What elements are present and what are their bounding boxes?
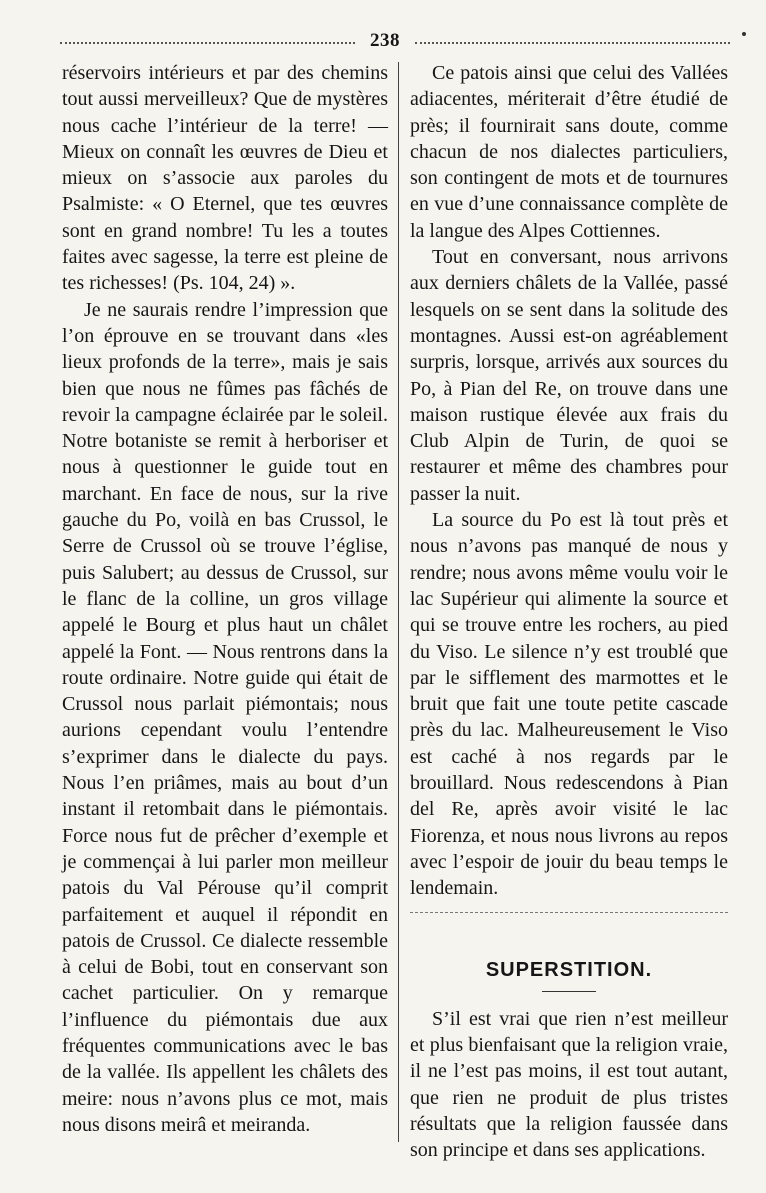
paragraph: Je ne saurais rendre l’impression que l’on éprouve en se trouvant dans «les lieux profonds de la terre», mais je sais bien que nous ne fûmes pas fâchés de revoir la campagne éclairée par le soleil. Notre botaniste se remit à herboriser et nous à questionner le guide tout en marchant. En face de nous, sur la rive gauche du Po, voilà en bas Crussol, le Serre de Crussol où se trouve l’église, puis Salubert; au dessus de Crussol, sur le flanc de la colline, un gros village appelé le Bourg et plus haut un châlet appelé la Font. — Nous rentrons dans la route ordinaire. Notre guide qui était de Crussol nous parlait piémontais; nous aurions cependant voulu l’entendre s’exprimer dans le dialecte du pays. Nous l’en priâmes, mais au bout d’un instant il retombait dans le piémontais. Force nous fut de prêcher d’exemple et je commençai à lui parler mon meilleur patois du Val Pérouse qu’il comprit parfaitement et auquel il répondit en patois de Crussol. Ce dialecte ressemble à celui de Bobi, tout en conservant son cachet particulier. On y remarque l’influence du piémontais due aux fréquentes communications avec le bas de la vallée. Ils appellent les châlets des meire: nous n’avons plus ce mot, mais nous disons meirâ et meiranda. [62, 298, 388, 1136]
paragraph: S’il est vrai que rien n’est meilleur et plus bienfaisant que la religion vraie, il ne l’est pas moins, il est tout autant, que rien ne produit de plus tristes résultats que la religion faussée dans son principe et dans ses applications. [410, 1007, 728, 1162]
paragraph: Ce patois ainsi que celui des Vallées adiacentes, mériterait d’être étudié de près; il fournirait sans doute, comme chacun de nos dialectes particuliers, son contingent de mots et de tournures en vue d’une connaissance complète de la langue des Alpes Cottiennes. [410, 62, 728, 242]
column-divider [398, 62, 399, 1142]
ink-speck [742, 32, 746, 36]
section-title: SUPERSTITION. [485, 958, 653, 981]
right-column [410, 60, 728, 1164]
page-header [60, 30, 730, 54]
header-rule-right [415, 42, 730, 44]
title-underline [542, 991, 596, 992]
header-rule-left [60, 42, 355, 44]
paragraph: Tout en conversant, nous arrivons aux derniers châlets de la Vallée, passé lesquels on se sent dans la solitude des montagnes. Aussi est-on agréablement surpris, lorsque, arrivés aux sources du Po, à Pian del Re, on trouve dans une maison rustique élevée aux frais du Club Alpin de Turin, de quoi se restaurer et même des chambres pour passer la nuit. [410, 246, 728, 505]
section-separator [410, 912, 728, 913]
page-number: 238 [370, 30, 400, 51]
left-column [62, 60, 388, 1138]
paragraph: réservoirs intérieurs et par des chemins tout aussi merveilleux? Que de mystères nous cache l’intérieur de la terre! — Mieux on connaît les œuvres de Dieu et mieux on s’associe aux paroles du Psalmiste: « O Eternel, que tes œuvres sont en grand nombre! Tu les a toutes faites avec sagesse, la terre est pleine de tes richesses! (Ps. 104, 24) ». [62, 62, 388, 295]
paragraph: La source du Po est là tout près et nous n’avons pas manqué de nous y rendre; nous avons même voulu voir le lac Supérieur qui alimente la source et qui se trouve entre les rochers, au pied du Viso. Le silence n’y est troublé que par le sifflement des marmottes et le bruit que fait une toute petite cascade près du lac. Malheureusement le Viso est caché à nos regards par le brouillard. Nous redescendons à Pian del Re, après avoir visité le lac Fiorenza, et nous nous livrons au repos avec l’espoir de jouir du beau temps le lendemain. [410, 509, 728, 900]
